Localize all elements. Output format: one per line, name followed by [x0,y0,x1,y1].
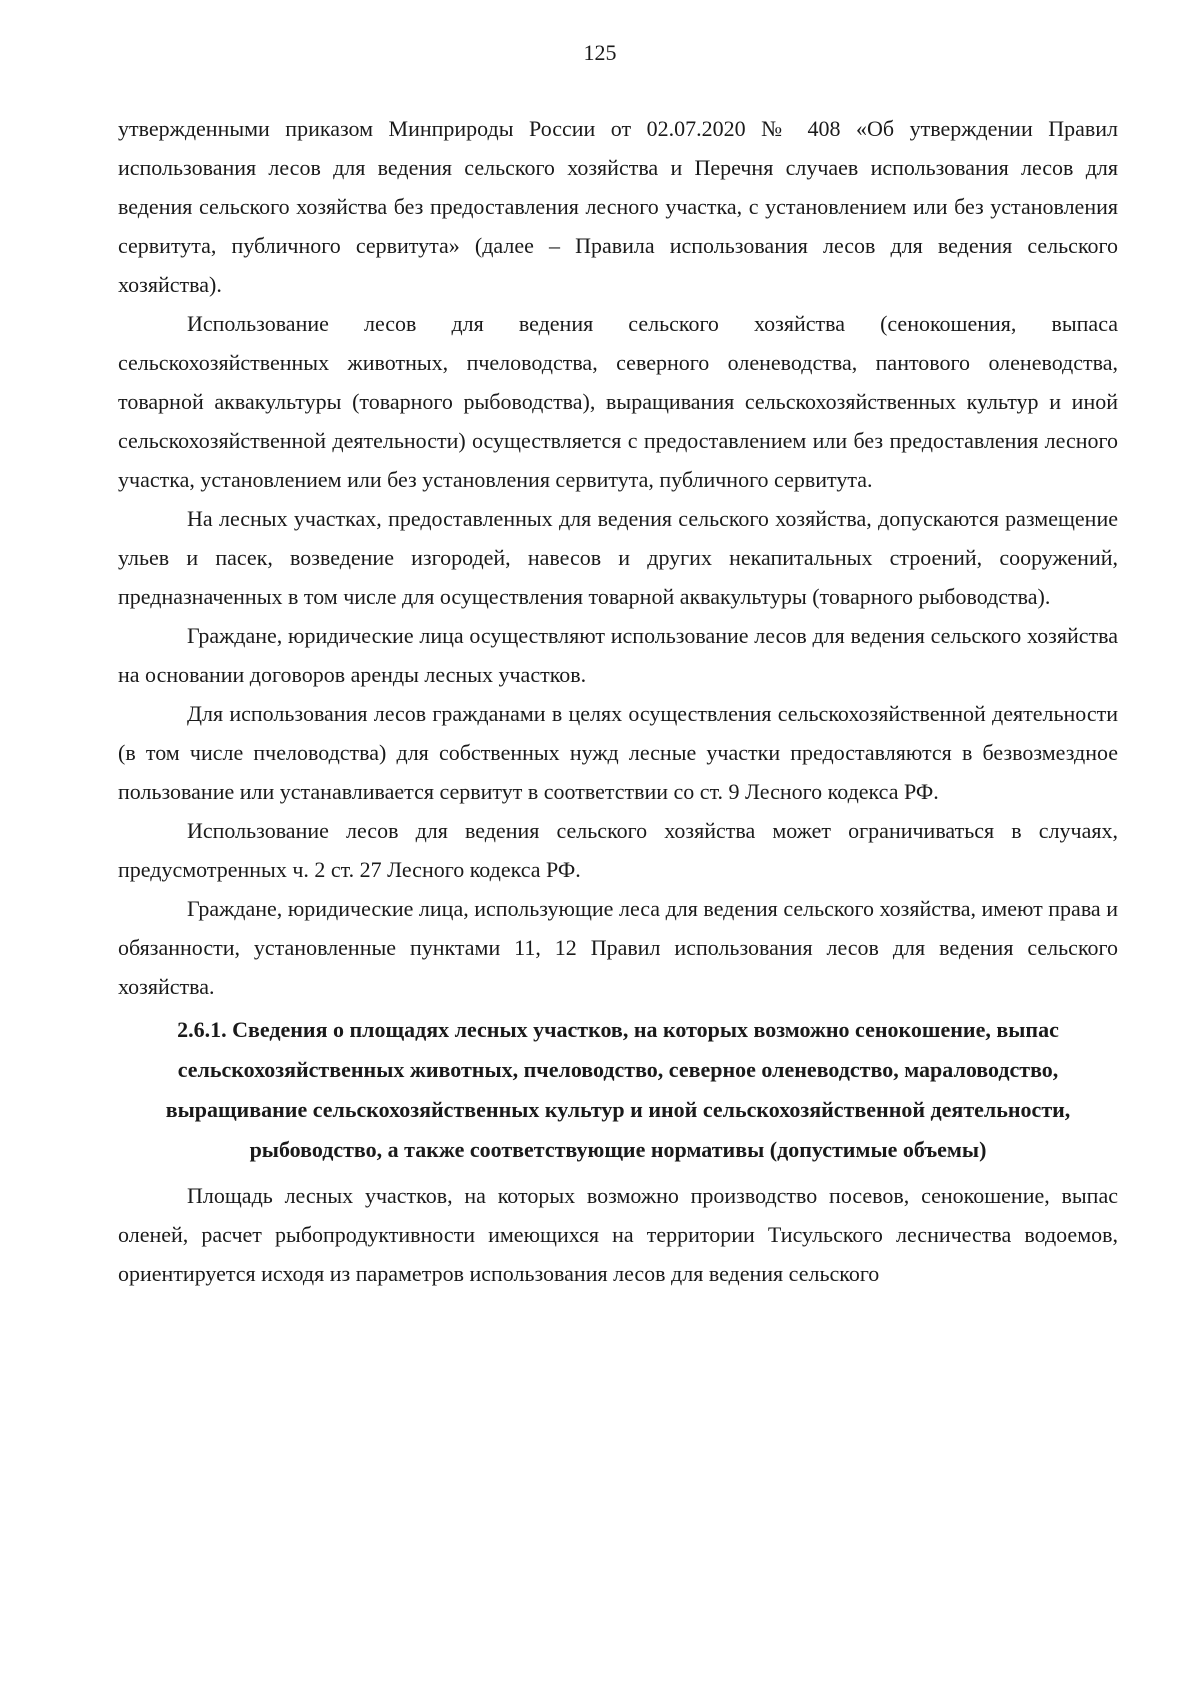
page-number: 125 [583,40,617,65]
paragraph-forest-use-agriculture: Использование лесов для ведения сельского хозяйства (сенокошения, выпаса сельскохозяйственных животных, пчеловодства, северного оленеводства, пантового оленеводства, товарной аквакультуры (товарного рыбоводства), выращивания сельскохозяйственных культур и иной сельскохозяйственной деятельности) осуществляется с предоставлением или без предоставления лесного участка, установлением или без установления сервитута, публичного сервитута. [118,311,1118,492]
section-heading: 2.6.1. Сведения о площадях лесных участков, на которых возможно сенокошение, выпас сельскохозяйственных животных, пчеловодство, северное оленеводство, мараловодство, выращивание сельскохозяйственных культур и иной сельскохозяйственной деятельности, рыбоводство, а также соответствующие нормативы (допустимые объемы) [165,1017,1071,1162]
paragraph-rights-obligations: Граждане, юридические лица, использующие леса для ведения сельского хозяйства, имеют права и обязанности, установленные пунктами 11, 12 Правил использования лесов для ведения сельского хозяйства. [118,896,1118,999]
document-body [118,109,1118,1293]
paragraph-continuation: утвержденными приказом Минприроды России от 02.07.2020 № 408 «Об утверждении Правил использования лесов для ведения сельского хозяйства и Перечня случаев использования лесов для ведения сельского хозяйства без предоставления лесного участка, с установлением или без установления сервитута, публичного сервитута» (далее – Правила использования лесов для ведения сельского хозяйства). [118,116,1118,297]
paragraph-free-use-servitude: Для использования лесов гражданами в целях осуществления сельскохозяйственной деятельности (в том числе пчеловодства) для собственных нужд лесные участки предоставляются в безвозмездное пользование или устанавливается сервитут в соответствии со ст. 9 Лесного кодекса РФ. [118,701,1118,804]
paragraph-allowed-structures: На лесных участках, предоставленных для ведения сельского хозяйства, допускаются размещение ульев и пасек, возведение изгородей, навесов и других некапитальных строений, сооружений, предназначенных в том числе для осуществления товарной аквакультуры (товарного рыбоводства). [118,506,1118,609]
paragraph-lease-contracts: Граждане, юридические лица осуществляют использование лесов для ведения сельского хозяйства на основании договоров аренды лесных участков. [118,623,1118,687]
paragraph-area-parameters: Площадь лесных участков, на которых возможно производство посевов, сенокошение, выпас оленей, расчет рыбопродуктивности имеющихся на территории Тисульского лесничества водоемов, ориентируется исходя из параметров использования лесов для ведения сельского [118,1183,1118,1286]
paragraph-restrictions: Использование лесов для ведения сельского хозяйства может ограничиваться в случаях, предусмотренных ч. 2 ст. 27 Лесного кодекса РФ. [118,818,1118,882]
